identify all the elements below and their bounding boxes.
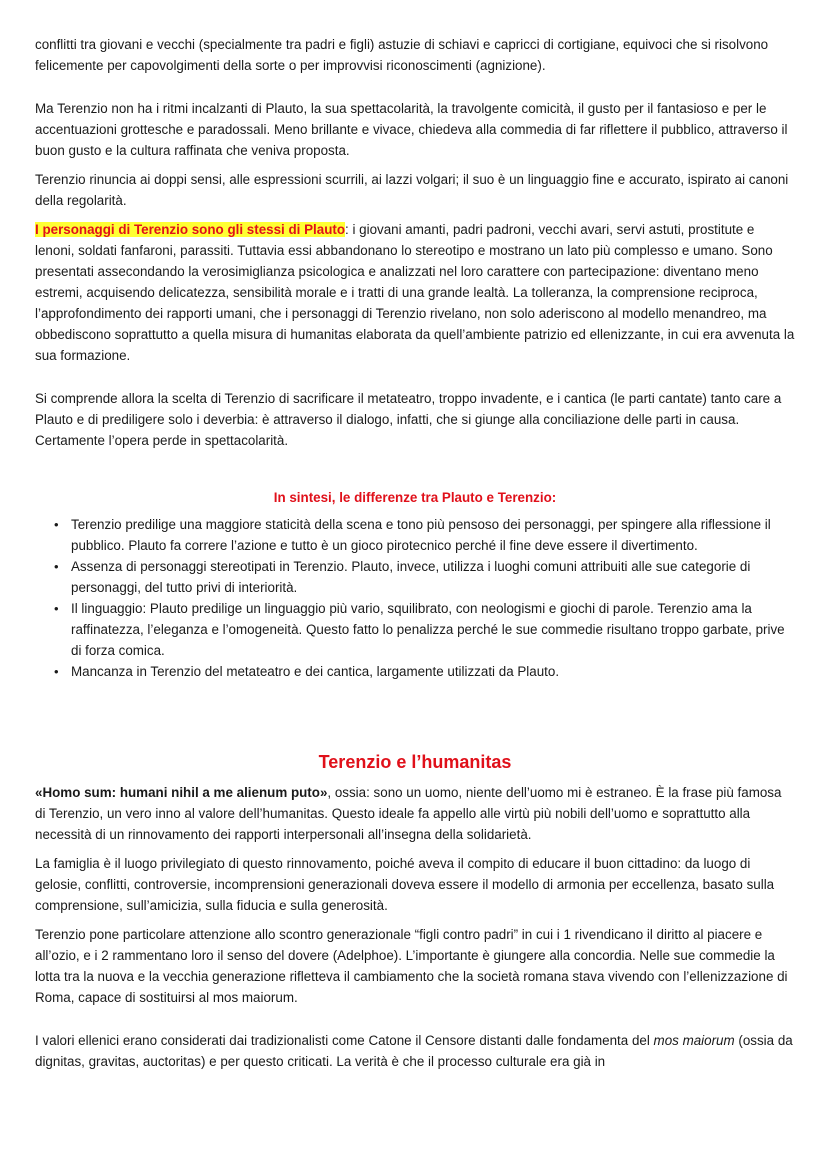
mos-maiorum-italic: mos maiorum [653, 1033, 735, 1048]
paragraph-intro-end: conflitti tra giovani e vecchi (specialmente tra padri e figli) astuzie di schiavi e capricci di cortigiane, equivoci che si risolvono felicemente per capovolgimenti della sorte o per improvvisi riconoscimenti (agnizione). [35, 37, 769, 73]
quote-explanation: , ossia: sono un uomo, niente dell’uomo mi è estraneo. È la frase più famosa di Terenzio, un vero inno al valore dell’humanitas. Questo ideale fa appello alle virtù più nobili dell’uomo e soprattutto alla necessità di un rinnovamento dei rapporti interpersonali all’insegna della solidarietà. [35, 785, 782, 842]
hellenic-text-a: I valori ellenici erano considerati dai tradizionalisti come Catone il Censore distanti dalle fondamenta del [35, 1033, 654, 1048]
paragraph-plauto-comparison: Ma Terenzio non ha i ritmi incalzanti di Plauto, la sua spettacolarità, la travolgente comicità, il gusto per il fantasioso e per le accentuazioni grottesche e paradossali. Meno brillante e vivace, chiedeva alla commedia di far riflettere il pubblico, attraverso il buon gusto e la cultura raffinata che veniva proposta. [35, 101, 788, 158]
list-item: • Il linguaggio: Plauto predilige un linguaggio più vario, squilibrato, con neologismi e giochi di parole. Terenzio ama la raffinatezza, l’eleganza e l’omogeneità. Questo fatto lo penalizza perché le sue commedie risultano troppo garbate, prive di forza comica. [71, 598, 795, 661]
paragraph-homo-sum [35, 782, 795, 845]
paragraph-family: La famiglia è il luogo privilegiato di questo rinnovamento, poiché aveva il compito di educare il buon cittadino: da luogo di gelosie, conflitti, controversie, incomprensioni generazionali doveva essere il modello di armonia per eccellenza, basato sulla comprensione, sull’amicizia, sulla fiducia e sulla generosità. [35, 856, 775, 913]
paragraph-characters [35, 219, 795, 366]
paragraph-language: Terenzio rinuncia ai doppi sensi, alle espressioni scurrili, ai lazzi volgari; il suo è un linguaggio fine e accurato, ispirato ai canoni della regolarità. [35, 172, 789, 208]
document-page [35, 34, 795, 1072]
paragraph-metateatro: Si comprende allora la scelta di Terenzio di sacrificare il metateatro, troppo invadente, e i cantica (le parti cantate) tanto care a Plauto e di prediligere solo i deverbia: è attraverso il dialogo, infatti, che si giunge alla conciliazione delle parti in causa. Certamente l’opera perde in spettacolarità. [35, 391, 782, 448]
list-item: • Assenza di personaggi stereotipati in Terenzio. Plauto, invece, utilizza i luoghi comuni attribuiti alle sue categorie di personaggi, del tutto privi di interiorità. [71, 556, 795, 598]
highlighted-phrase: I personaggi di Terenzio sono gli stessi di Plauto [35, 222, 346, 237]
section-title: Terenzio e l’humanitas [318, 752, 512, 772]
characters-text: : i giovani amanti, padri padroni, vecchi avari, servi astuti, prostitute e lenoni, soldati fanfaroni, parassiti. Tuttavia essi abbandonano lo stereotipo e mostrano un lato più complesso e umano. Sono presentati assecondando la verosimiglianza psicologica e analizzati nel loro carattere con partecipazione: diventano meno estremi, acquisendo delicatezza, sensibilità morale e i tratti di una grande lealtà. La tolleranza, la comprensione reciproca, l’approfondimento dei rapporti umani, che i personaggi di Terenzio rivelano, non solo aderiscono al modello menandreo, ma obbediscono soprattutto a quella misura di humanitas elaborata da quell’ambiente patrizio ed ellenizzante, in cui era avvenuta la sua formazione. [35, 222, 795, 363]
differences-list [35, 514, 795, 682]
list-item: • Terenzio predilige una maggiore staticità della scena e tono più pensoso dei personaggi, per spingere alla riflessione il pubblico. Plauto fa correre l’azione e tutto è un gioco pirotecnico perché il fine deve essere il divertimento. [71, 514, 795, 556]
latin-quote: «Homo sum: humani nihil a me alienum puto» [35, 785, 328, 800]
paragraph-generations: Terenzio pone particolare attenzione allo scontro generazionale “figli contro padri” in cui i 1 rivendicano il diritto al piacere e all’ozio, e i 2 rammentano loro il senso del dovere (Adelphoe). L’importante è giungere alla concordia. Nelle sue commedie la lotta tra la nuova e la vecchia generazione rifletteva il cambiamento che la società romana stava vivendo con l’ellenizzazione di Roma, capace di sostituirsi al mos maiorum. [35, 927, 788, 1005]
hellenic-text-b: (ossia da dignitas, gravitas, auctoritas) e per questo criticati. La verità è che il processo culturale era già in [35, 1033, 793, 1069]
paragraph-hellenic-values [35, 1030, 795, 1072]
summary-heading: In sintesi, le differenze tra Plauto e Terenzio: [273, 490, 557, 505]
list-item: • Mancanza in Terenzio del metateatro e dei cantica, largamente utilizzati da Plauto. [71, 661, 795, 682]
